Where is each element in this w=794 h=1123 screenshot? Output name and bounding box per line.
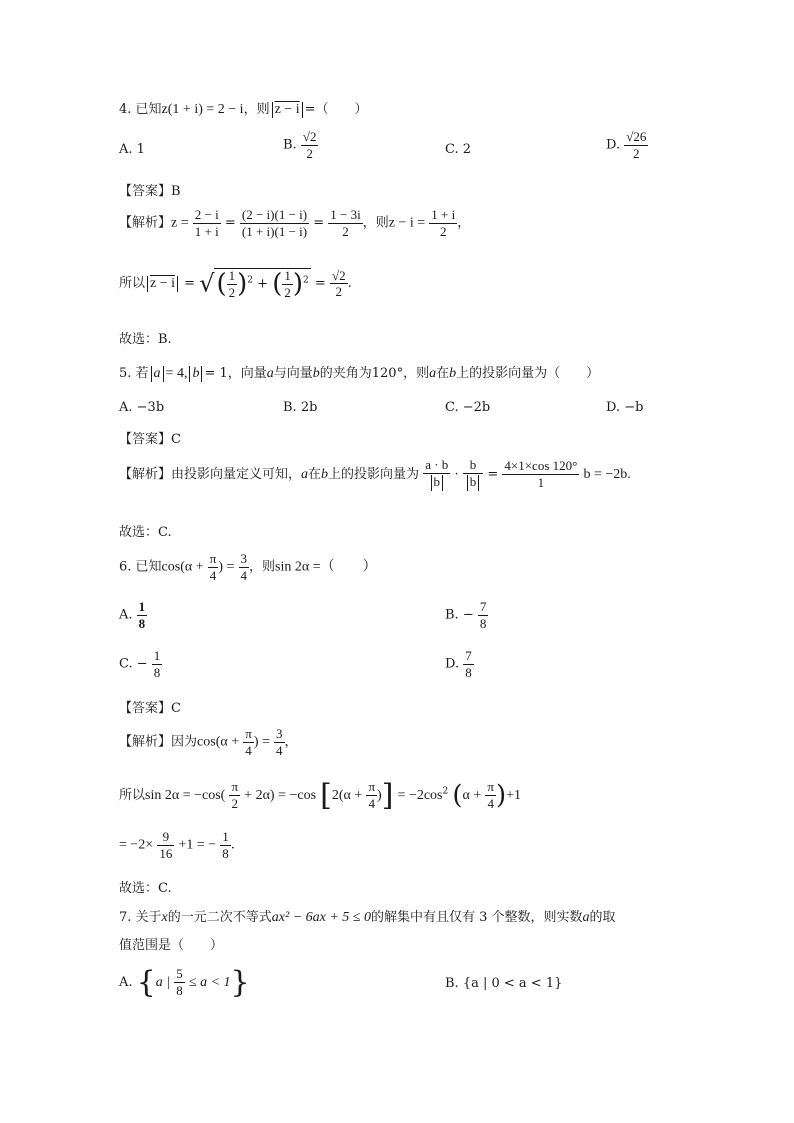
q5-option-d: D. −b	[606, 400, 644, 415]
q5-option-b: B. 2b	[283, 400, 318, 415]
q4-option-b: B. $\frac{√2}{2}$	[283, 129, 317, 161]
q6-option-a: A. $\frac{1}{8}$	[119, 599, 146, 631]
q5-option-c: C. −2b	[445, 400, 491, 415]
q5-option-a: A. −3b	[119, 400, 165, 415]
q6-solution-line3: = −2× $\frac{9}{16}$ +1 = − $\frac{1}{8}$ .	[119, 829, 235, 861]
q6-solution-line2: 所以sin 2α = −cos( $\frac{\pi}{2}$ + 2α) = −cos [2(α + $\frac{\pi}{4}$ )] = $-2\cos^2$ (α + $\frac{\pi}{4}$ )+1	[119, 778, 522, 813]
q4-solution-line2: 所以 z − i = √( $\frac{1}{2}$ )$^2$ + ( $\frac{1}{2}$ )$^2$ = $\frac{√2}{2}$ .	[119, 267, 352, 300]
q6-answer: 【答案】C	[119, 701, 181, 716]
q6-option-d: D. $\frac{7}{8}$	[445, 648, 472, 680]
q6-option-c: C. − $\frac{1}{8}$	[119, 648, 161, 680]
q4-choose: 故选：B.	[119, 332, 172, 347]
q4-option-a: A. 1	[119, 142, 145, 157]
q5-answer: 【答案】C	[119, 432, 181, 447]
q7-stem-line2: 值范围是（ ）	[119, 938, 224, 953]
q4-option-d: D. $\frac{√26}{2}$	[606, 129, 647, 161]
q7-option-a: A. {a | $\frac{5}{8}$ ≤ a < 1}	[119, 965, 250, 1000]
q4-solution: 【解析】z = $\frac{2 - i}{1 + i}$ = $\frac{(2 - i)(1 - i)}{(1 + i)(1 - i)}$ = $\frac{1 - 3i}{2}$ ，则z − i = $\frac{1 + i}{2}$ ，	[119, 207, 471, 239]
q5-solution: 【解析】由投影向量定义可知，a在b上的投影向量为 $\frac{a \cdot b}{b}$ · $\frac{b}{b}$ = $\frac{4\times 1\times\cos 120^\circ}{1}$ b = −2b.	[119, 457, 631, 490]
q6-stem: 6. 已知cos(α + $\frac{\pi}{4}$ ) = $\frac{3}{4}$ ，则sin 2α =（ ）	[119, 551, 377, 583]
q7-option-b: B. {a | 0 < a < 1}	[445, 976, 563, 991]
q4-option-c: C. 2	[445, 142, 472, 157]
q6-solution: 【解析】因为cos(α + $\frac{\pi}{4}$ ) = $\frac{3}{4}$ ，	[119, 726, 298, 758]
q7-stem-line1: 7. 关于x的一元二次不等式ax² − 6ax + 5 ≤ 0的解集中有且仅有 3 个整数，则实数a的取	[119, 910, 616, 925]
q4-stem: 4. 已知z(1 + i) = 2 − i，则 z − i =（ ）	[119, 102, 368, 117]
q5-choose: 故选：C.	[119, 525, 172, 540]
q6-choose: 故选：C.	[119, 881, 172, 896]
q6-option-b: B. − $\frac{7}{8}$	[445, 599, 487, 631]
q5-stem: 5. 若 a = 4, b = 1，向量a与向量b的夹角为120°，则a在b上的投影向量为（ ）	[119, 366, 600, 381]
q4-answer: 【答案】B	[119, 184, 181, 199]
